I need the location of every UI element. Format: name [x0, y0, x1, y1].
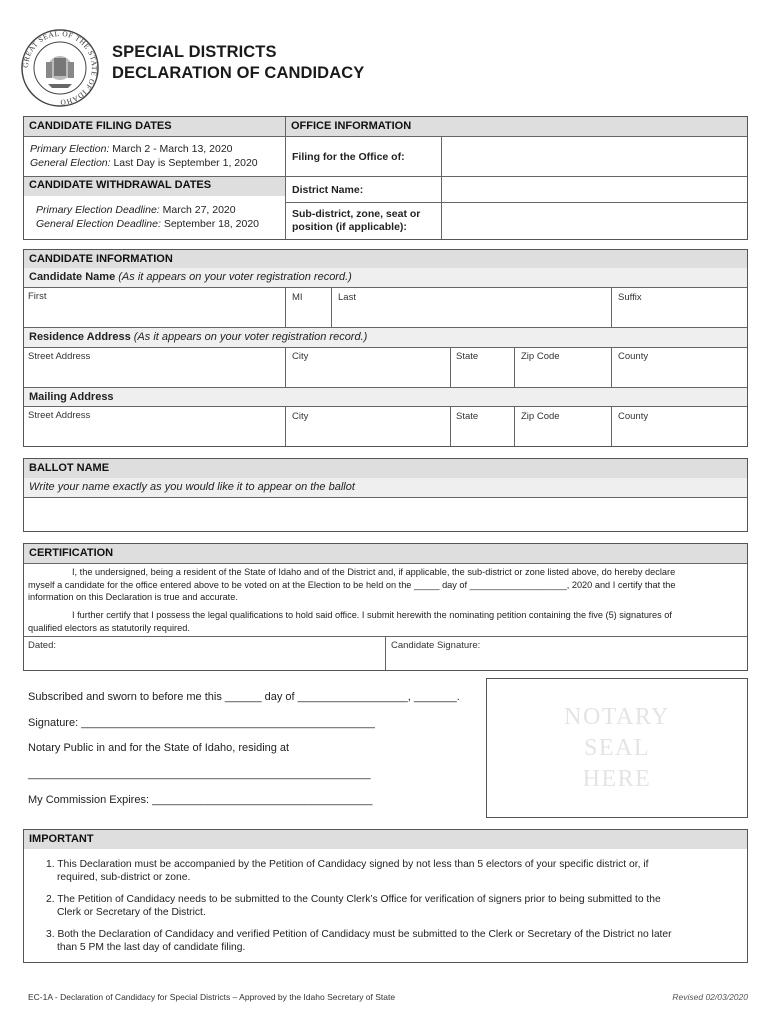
ballot-name-input[interactable]: [24, 498, 747, 531]
last-name-label: Last: [338, 292, 356, 303]
primary-election-dates: Primary Election: March 2 - March 13, 2020: [30, 143, 233, 155]
district-name-label: District Name:: [292, 184, 364, 196]
important-item-3: 3. Both the Declaration of Candidacy and verified Petition of Candidacy must be submitted to the Clerk or Secretary of the District no later than 5 PM the last day of candidate filing.: [46, 929, 672, 953]
office-info-heading: OFFICE INFORMATION: [286, 117, 747, 136]
residence-city-label: City: [292, 351, 309, 362]
filing-dates-heading: CANDIDATE FILING DATES: [24, 117, 285, 136]
residence-county-label: County: [618, 351, 649, 362]
notary-subscribed-line: Subscribed and sworn to before me this ______ day of __________________, _______.: [28, 691, 460, 703]
mailing-zip-label: Zip Code: [521, 411, 560, 422]
certification-paragraph-2: I further certify that I possess the legal qualifications to hold said office. I submit herewith the nominating petition containing the five (5) signatures of qualified electors as statutorily required.: [28, 610, 672, 633]
mailing-city-label: City: [292, 411, 309, 422]
ballot-name-heading: BALLOT NAME: [24, 459, 747, 478]
filing-for-office-label: Filing for the Office of:: [292, 151, 405, 163]
mailing-state-label: State: [456, 411, 479, 422]
important-item-2: 2. The Petition of Candidacy needs to be submitted to the County Clerk’s Office for verification of signers prior to being submitted to the Clerk or Secretary of the District.: [46, 894, 661, 918]
certification-heading: CERTIFICATION: [24, 544, 747, 563]
notary-residence-blank: ________________________________________________________: [28, 768, 371, 780]
certification-paragraph-1: I, the undersigned, being a resident of the State of Idaho and of the District and, if applicable, the sub-district or zone listed above, do hereby declare myself a candidate for the office entered above to be voted on at the Election to be held on the _____ day of ___________________, 2020 and I certify that the information on this Declaration is true and accurate.: [28, 567, 676, 602]
general-withdrawal-deadline: General Election Deadline: September 18, 2020: [36, 218, 259, 230]
district-name-input[interactable]: [442, 177, 747, 202]
footer-form-id: EC-1A - Declaration of Candidacy for Special Districts – Approved by the Idaho Secretary of State: [28, 992, 396, 1002]
mailing-street-label: Street Address: [28, 410, 91, 421]
residence-address-subheading: Residence Address (As it appears on your voter registration record.): [24, 328, 747, 347]
residence-state-label: State: [456, 351, 479, 362]
suffix-label: Suffix: [618, 292, 642, 303]
candidate-signature-label: Candidate Signature:: [391, 640, 481, 651]
page-title: [112, 42, 364, 84]
title-line-1: SPECIAL DISTRICTS: [112, 43, 277, 61]
idaho-state-seal: [20, 28, 100, 108]
dated-label: Dated:: [28, 640, 56, 651]
candidate-name-subheading: Candidate Name (As it appears on your voter registration record.): [24, 268, 747, 287]
notary-public-line: Notary Public in and for the State of Idaho, residing at: [28, 742, 290, 754]
candidate-info-heading: CANDIDATE INFORMATION: [24, 250, 747, 268]
first-name-label: First: [28, 291, 47, 302]
important-heading: IMPORTANT: [24, 830, 747, 849]
important-item-1: 1. This Declaration must be accompanied by the Petition of Candidacy signed by not less than 5 electors of your specific district or, if required, sub-district or zone.: [46, 859, 649, 883]
primary-withdrawal-deadline: Primary Election Deadline: March 27, 2020: [36, 204, 236, 216]
mailing-county-label: County: [618, 411, 649, 422]
residence-street-label: Street Address: [28, 351, 91, 362]
general-election-dates: General Election: Last Day is September 1, 2020: [30, 157, 258, 169]
mi-label: MI: [292, 292, 303, 303]
office-input[interactable]: [442, 137, 747, 176]
footer-revised-date: Revised 02/03/2020: [672, 992, 748, 1002]
ballot-name-instruction: Write your name exactly as you would like it to appear on the ballot: [24, 478, 747, 497]
svg-text:GREAT SEAL OF THE STATE OF IDA: GREAT SEAL OF THE STATE OF IDAHO: [20, 28, 100, 108]
mailing-address-subheading: Mailing Address: [24, 388, 747, 406]
subdistrict-label: Sub-district, zone, seat or position (if applicable):: [292, 208, 421, 233]
withdrawal-dates-heading: CANDIDATE WITHDRAWAL DATES: [24, 176, 285, 196]
notary-signature-line: Signature: ________________________________________________: [28, 717, 375, 729]
title-line-2: DECLARATION OF CANDIDACY: [112, 64, 365, 82]
notary-seal-placeholder: NOTARY SEAL HERE: [564, 704, 670, 792]
residence-zip-label: Zip Code: [521, 351, 560, 362]
notary-commission-line: My Commission Expires: ____________________________________: [28, 794, 373, 806]
subdistrict-input[interactable]: [442, 203, 747, 239]
